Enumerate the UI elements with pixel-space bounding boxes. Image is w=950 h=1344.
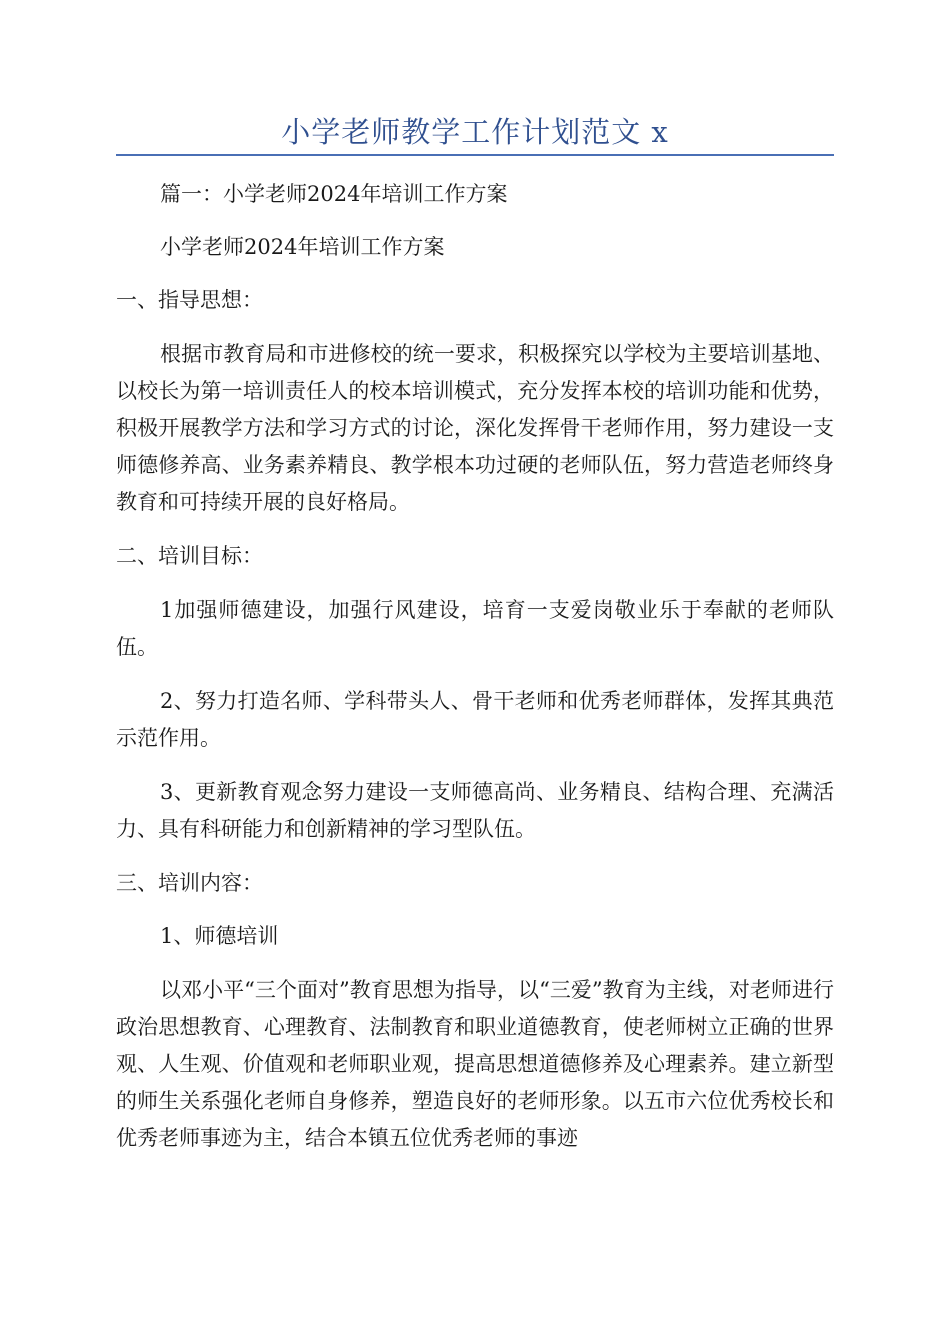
heading-training-content: 三、培训内容： — [116, 871, 263, 895]
goal-item-1: 1加强师德建设，加强行风建设，培育一支爱岗敬业乐于奉献的老师队伍。 — [116, 598, 834, 659]
section-heading-part-one: 篇一：小学老师2024年培训工作方案 — [160, 182, 508, 206]
content-item-ethics-heading: 1、师德培训 — [160, 924, 279, 948]
goal-item-2: 2、努力打造名师、学科带头人、骨干老师和优秀老师群体，发挥其典范示范作用。 — [116, 689, 834, 750]
document-body — [116, 176, 834, 1157]
heading-training-goals: 二、培训目标： — [116, 544, 263, 568]
plan-subtitle: 小学老师2024年培训工作方案 — [160, 235, 445, 259]
document-title: 小学老师教学工作计划范文 x — [281, 115, 669, 149]
paragraph-guiding-thought: 根据市教育局和市进修校的统一要求，积极探究以学校为主要培训基地、以校长为第一培训责任人的校本培训模式，充分发挥本校的培训功能和优势，积极开展教学方法和学习方式的讨论，深化发挥骨干老师作用，努力建设一支师德修养高、业务素养精良、教学根本功过硬的老师队伍，努力营造老师终身教育和可持续开展的良好格局。 — [116, 342, 834, 514]
title-underline — [116, 154, 834, 156]
heading-guiding-thought: 一、指导思想： — [116, 288, 263, 312]
goal-item-3: 3、更新教育观念努力建设一支师德高尚、业务精良、结构合理、充满活力、具有科研能力和创新精神的学习型队伍。 — [116, 780, 834, 841]
paragraph-ethics-training: 以邓小平“三个面对”教育思想为指导，以“三爱”教育为主线，对老师进行政治思想教育、心理教育、法制教育和职业道德教育，使老师树立正确的世界观、人生观、价值观和老师职业观，提高思想道德修养及心理素养。建立新型的师生关系强化老师自身修养，塑造良好的老师形象。以五市六位优秀校长和优秀老师事迹为主，结合本镇五位优秀老师的事迹 — [116, 978, 834, 1150]
